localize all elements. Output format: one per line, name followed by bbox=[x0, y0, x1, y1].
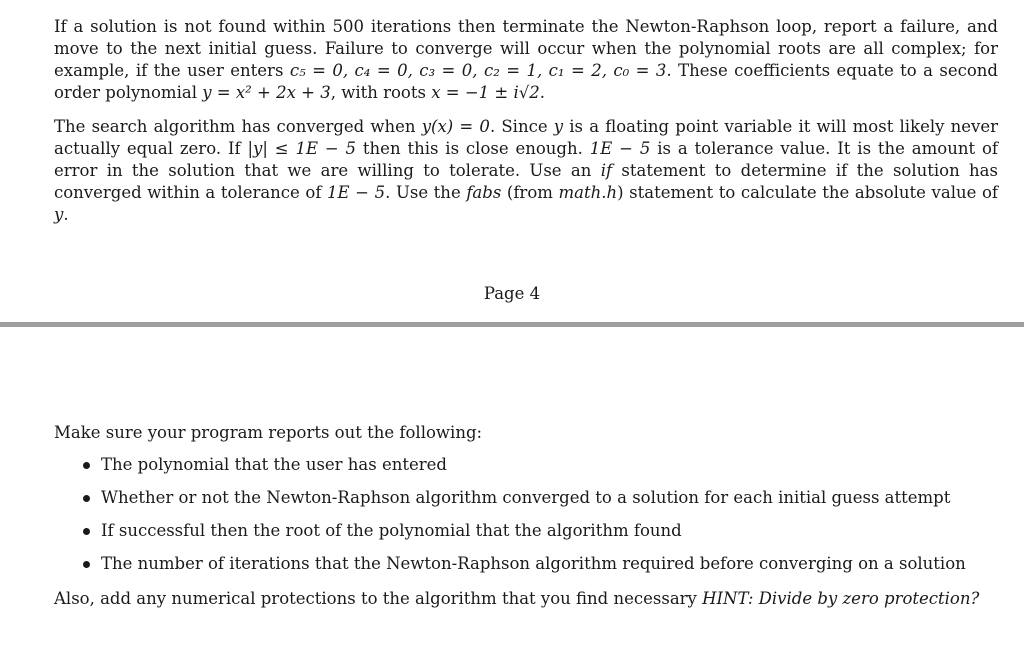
list-item: Whether or not the Newton-Raphson algorithm converged to a solution for each initial guess attempt bbox=[80, 487, 966, 520]
roots-example: x = −1 ± i√2 bbox=[431, 83, 540, 102]
page-top bbox=[0, 0, 1024, 322]
list-item: If successful then the root of the polynomial that the algorithm found bbox=[80, 520, 966, 553]
paragraph-convergence bbox=[54, 116, 998, 226]
para1-text4: . bbox=[539, 83, 546, 102]
report-list bbox=[80, 454, 966, 586]
report-intro: Make sure your program reports out the following: bbox=[54, 423, 483, 442]
para2-text9: ) statement to calculate the absolute value of bbox=[617, 183, 999, 202]
para1-text2: . These coefficients equate to a second order polynomial bbox=[54, 61, 998, 102]
para2-text2: . Since bbox=[489, 117, 554, 136]
mathh-keyword: math.h bbox=[558, 183, 618, 202]
page-number: Page 4 bbox=[483, 284, 541, 303]
polynomial-example: y = x² + 2x + 3 bbox=[202, 83, 331, 102]
list-item: The number of iterations that the Newton-Raphson algorithm required before converging on a solution bbox=[80, 553, 966, 586]
convergence-condition: y(x) = 0 bbox=[421, 117, 490, 136]
para1-text1: If a solution is not found within 500 iterations then terminate the Newton-Raphson loop, report a failure, and move to the next initial guess. Failure to converge will occur when the polynomial roots are all complex; for example, if the user enters bbox=[54, 17, 998, 80]
fabs-keyword: fabs bbox=[466, 183, 502, 202]
var-y-2: y bbox=[54, 205, 64, 224]
tolerance-value-2: 1E − 5 bbox=[327, 183, 386, 202]
tolerance-value: 1E − 5 bbox=[589, 139, 651, 158]
closing-text: Also, add any numerical protections to the algorithm that you find necessary bbox=[54, 589, 703, 608]
para1-text3: , with roots bbox=[330, 83, 432, 102]
para2-text5: is a tolerance value. It is the amount of error in the solution that we are willing to tolerate. Use an bbox=[54, 139, 999, 180]
coefficients-example: c₅ = 0, c₄ = 0, c₃ = 0, c₂ = 1, c₁ = 2, c₀ = 3 bbox=[289, 61, 667, 80]
closing-paragraph bbox=[54, 588, 979, 610]
if-keyword: if bbox=[600, 161, 613, 180]
para2-text10: . bbox=[63, 205, 69, 224]
paragraph-failure bbox=[54, 16, 998, 104]
para2-text6: statement to determine if the solution has converged within a tolerance of bbox=[54, 161, 998, 202]
list-item: The polynomial that the user has entered bbox=[80, 454, 966, 487]
para2-text8: (from bbox=[501, 183, 559, 202]
para2-text7: . Use the bbox=[385, 183, 467, 202]
para2-text1: The search algorithm has converged when bbox=[54, 117, 422, 136]
para2-text3: is a floating point variable it will most likely never actually equal zero. If bbox=[54, 117, 998, 158]
var-y: y bbox=[553, 117, 564, 136]
tolerance-expression: |y| ≤ 1E − 5 bbox=[247, 139, 357, 158]
para2-text4: then this is close enough. bbox=[356, 139, 590, 158]
hint-text: HINT: Divide by zero protection? bbox=[702, 589, 980, 608]
